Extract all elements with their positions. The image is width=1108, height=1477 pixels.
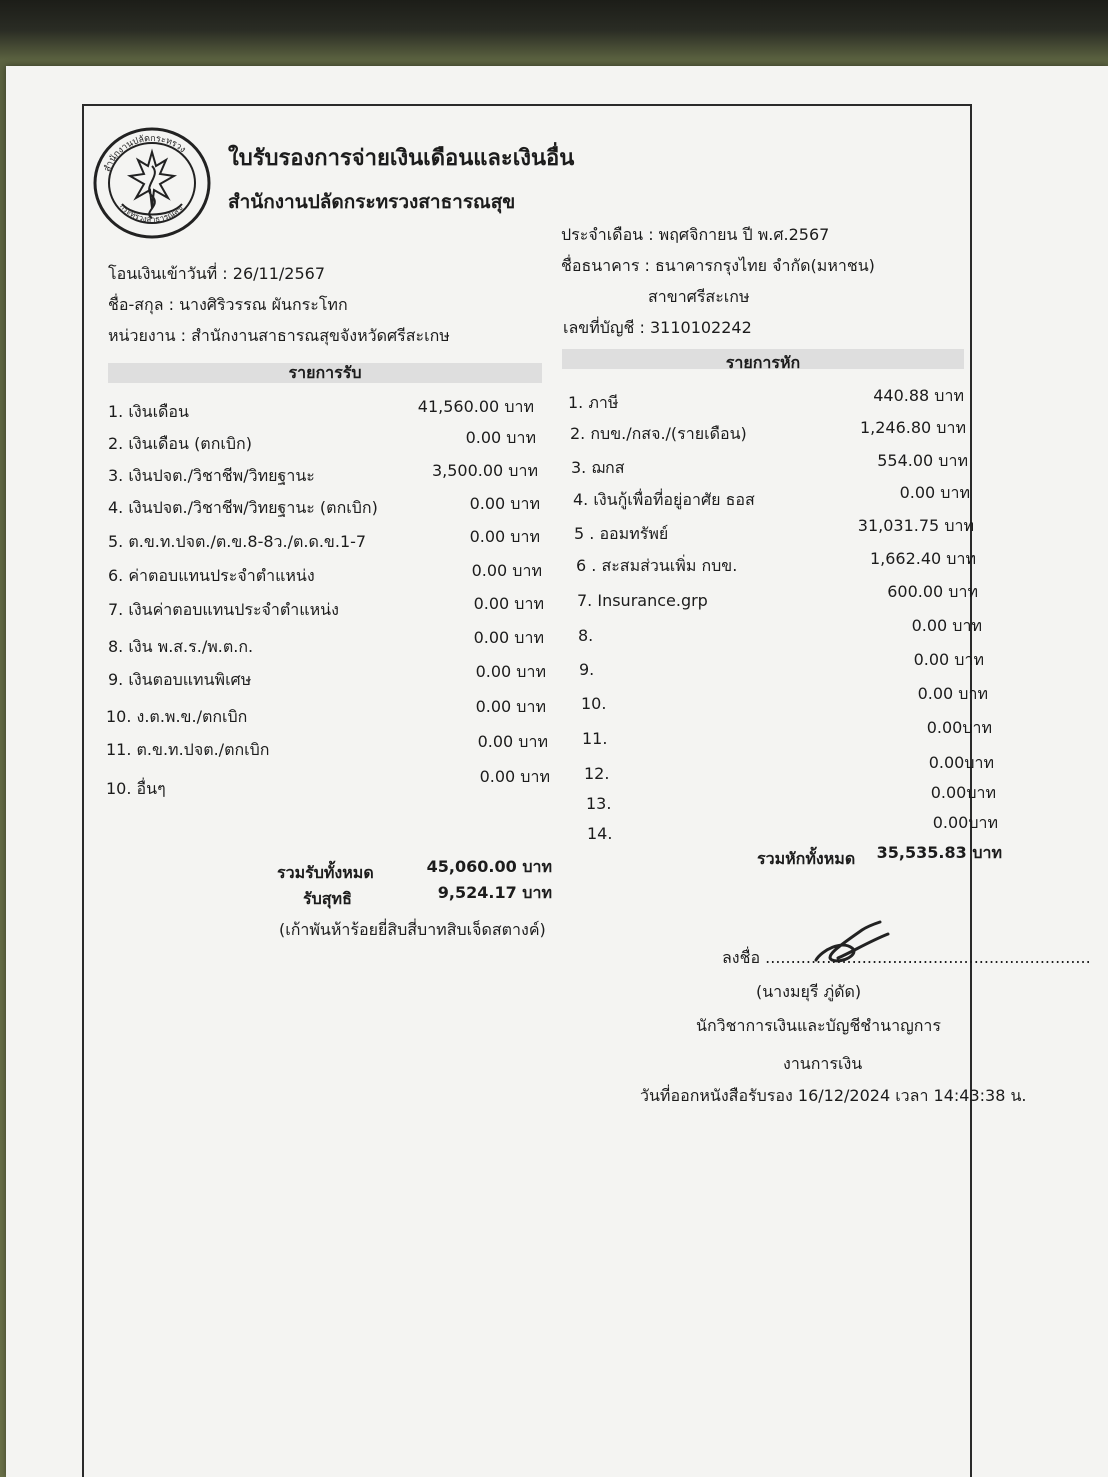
deduction-item-label: 4. เงินกู้เพื่อที่อยู่อาศัย ธอส [573,490,755,509]
income-item-label: 2. เงินเดือน (ตกเบิก) [108,434,252,453]
income-item-label: 9. เงินตอบแทนพิเศษ [108,670,252,689]
signer-position: นักวิชาการเงินและบัญชีชำนาญการ [696,1016,941,1035]
net-pay-words: (เก้าพันห้าร้อยยี่สิบสี่บาทสิบเจ็ดสตางค์) [279,920,546,939]
signer-name: (นางมยุรี ภู่ดัด) [756,982,862,1001]
deduction-item-amount: 1,662.40 บาท [869,549,976,568]
deduction-item-amount: 600.00 บาท [887,582,978,601]
deduction-item-label: 5 . ออมทรัพย์ [574,524,669,543]
deduction-item-label: 10. [581,694,607,713]
income-item-label: 1. เงินเดือน [108,402,189,421]
deduction-item-label: 6 . สะสมส่วนเพิ่ม กบข. [576,556,738,575]
deduction-item-label: 3. ฌกส [571,458,625,477]
income-item-label: 10. ง.ต.พ.ข./ตกเบิก [106,707,248,726]
deduction-item-amount: 0.00 บาท [911,616,982,635]
deduction-item-label: 2. กบข./กสจ./(รายเดือน) [570,424,747,443]
deduction-item-label: 7. Insurance.grp [577,591,708,610]
income-item-amount: 0.00 บาท [475,662,546,681]
account-number: เลขที่บัญชี : 3110102242 [563,318,752,337]
income-item-amount: 0.00 บาท [473,594,544,613]
deduction-item-amount: 0.00 บาท [899,483,970,502]
deduction-item-amount: 0.00บาท [930,783,996,802]
income-item-label: 3. เงินปจต./วิชาชีพ/วิทยฐานะ [108,466,315,485]
deduction-item-label: 11. [582,729,608,748]
employee-agency: หน่วยงาน : สำนักงานสาธารณสุขจังหวัดศรีสะเกษ [108,326,450,345]
income-item-amount: 0.00 บาท [469,494,540,513]
income-item-amount: 0.00 บาท [475,697,546,716]
pay-month: ประจำเดือน : พฤศจิกายน ปี พ.ศ.2567 [561,225,830,244]
income-item-amount: 0.00 บาท [473,628,544,647]
deduction-item-amount: 0.00บาท [928,753,994,772]
deduction-item-label: 13. [586,794,612,813]
deduction-item-label: 12. [584,764,610,783]
income-item-label: 10. อื่นๆ [106,779,166,798]
signer-department: งานการเงิน [783,1054,863,1073]
deductions-heading: รายการหัก [725,353,801,372]
bank-branch: สาขาศรีสะเกษ [648,287,750,306]
deduction-item-amount: 1,246.80 บาท [859,418,966,437]
net-pay-label: รับสุทธิ [303,889,352,908]
income-item-label: 6. ค่าตอบแทนประจำตำแหน่ง [108,566,315,585]
income-item-label: 7. เงินค่าตอบแทนประจำตำแหน่ง [108,600,339,619]
ministry-seal-logo [92,126,212,240]
svg-text:กระทรวงสาธารณสุข: กระทรวงสาธารณสุข [117,201,185,225]
deduction-item-amount: 0.00บาท [932,813,998,832]
deduction-item-amount: 0.00บาท [926,718,992,737]
income-item-amount: 3,500.00 บาท [431,461,538,480]
transfer-date: โอนเงินเข้าวันที่ : 26/11/2567 [108,264,325,283]
document-title: ใบรับรองการจ่ายเงินเดือนและเงินอื่น [228,146,575,171]
svg-text:สำนักงานปลัดกระทรวง: สำนักงานปลัดกระทรวง [102,133,188,174]
income-item-amount: 0.00 บาท [471,561,542,580]
deduction-item-label: 9. [579,660,595,679]
income-item-amount: 0.00 บาท [469,527,540,546]
deduction-item-amount: 0.00 บาท [917,684,988,703]
income-total-label: รวมรับทั้งหมด [277,863,374,882]
income-item-label: 4. เงินปจต./วิชาชีพ/วิทยฐานะ (ตกเบิก) [108,498,378,517]
income-heading: รายการรับ [288,363,362,382]
deduction-item-label: 14. [587,824,613,843]
deduction-item-label: 1. ภาษี [568,393,619,412]
income-item-label: 11. ต.ข.ท.ปจต./ตกเบิก [106,740,270,759]
bank-name: ชื่อธนาคาร : ธนาคารกรุงไทย จำกัด(มหาชน) [561,256,875,275]
document-subtitle: สำนักงานปลัดกระทรวงสาธารณสุข [228,191,516,213]
deductions-total-amount: 35,535.83 บาท [876,843,1002,862]
income-item-amount: 0.00 บาท [477,732,548,751]
income-item-amount: 0.00 บาท [479,767,550,786]
income-item-amount: 41,560.00 บาท [417,397,534,416]
income-total-amount: 45,060.00 บาท [426,857,552,876]
income-item-label: 5. ต.ข.ท.ปจต./ต.ข.8-8ว./ต.ด.ข.1-7 [108,532,367,551]
deduction-item-amount: 440.88 บาท [873,386,964,405]
income-item-label: 8. เงิน พ.ส.ร./พ.ต.ก. [108,637,254,656]
issue-datetime: วันที่ออกหนังสือรับรอง 16/12/2024 เวลา 14:43:38 น. [640,1086,1027,1105]
net-pay-amount: 9,524.17 บาท [437,883,552,902]
deduction-item-amount: 0.00 บาท [913,650,984,669]
deduction-item-amount: 554.00 บาท [877,451,968,470]
income-item-amount: 0.00 บาท [465,428,536,447]
deduction-item-amount: 31,031.75 บาท [857,516,974,535]
deductions-total-label: รวมหักทั้งหมด [757,849,856,868]
employee-name: ชื่อ-สกุล : นางศิริวรรณ ผันกระโทก [108,295,348,314]
signature-line: ลงชื่อ ................................................................ [722,948,1091,967]
deduction-item-label: 8. [578,626,594,645]
